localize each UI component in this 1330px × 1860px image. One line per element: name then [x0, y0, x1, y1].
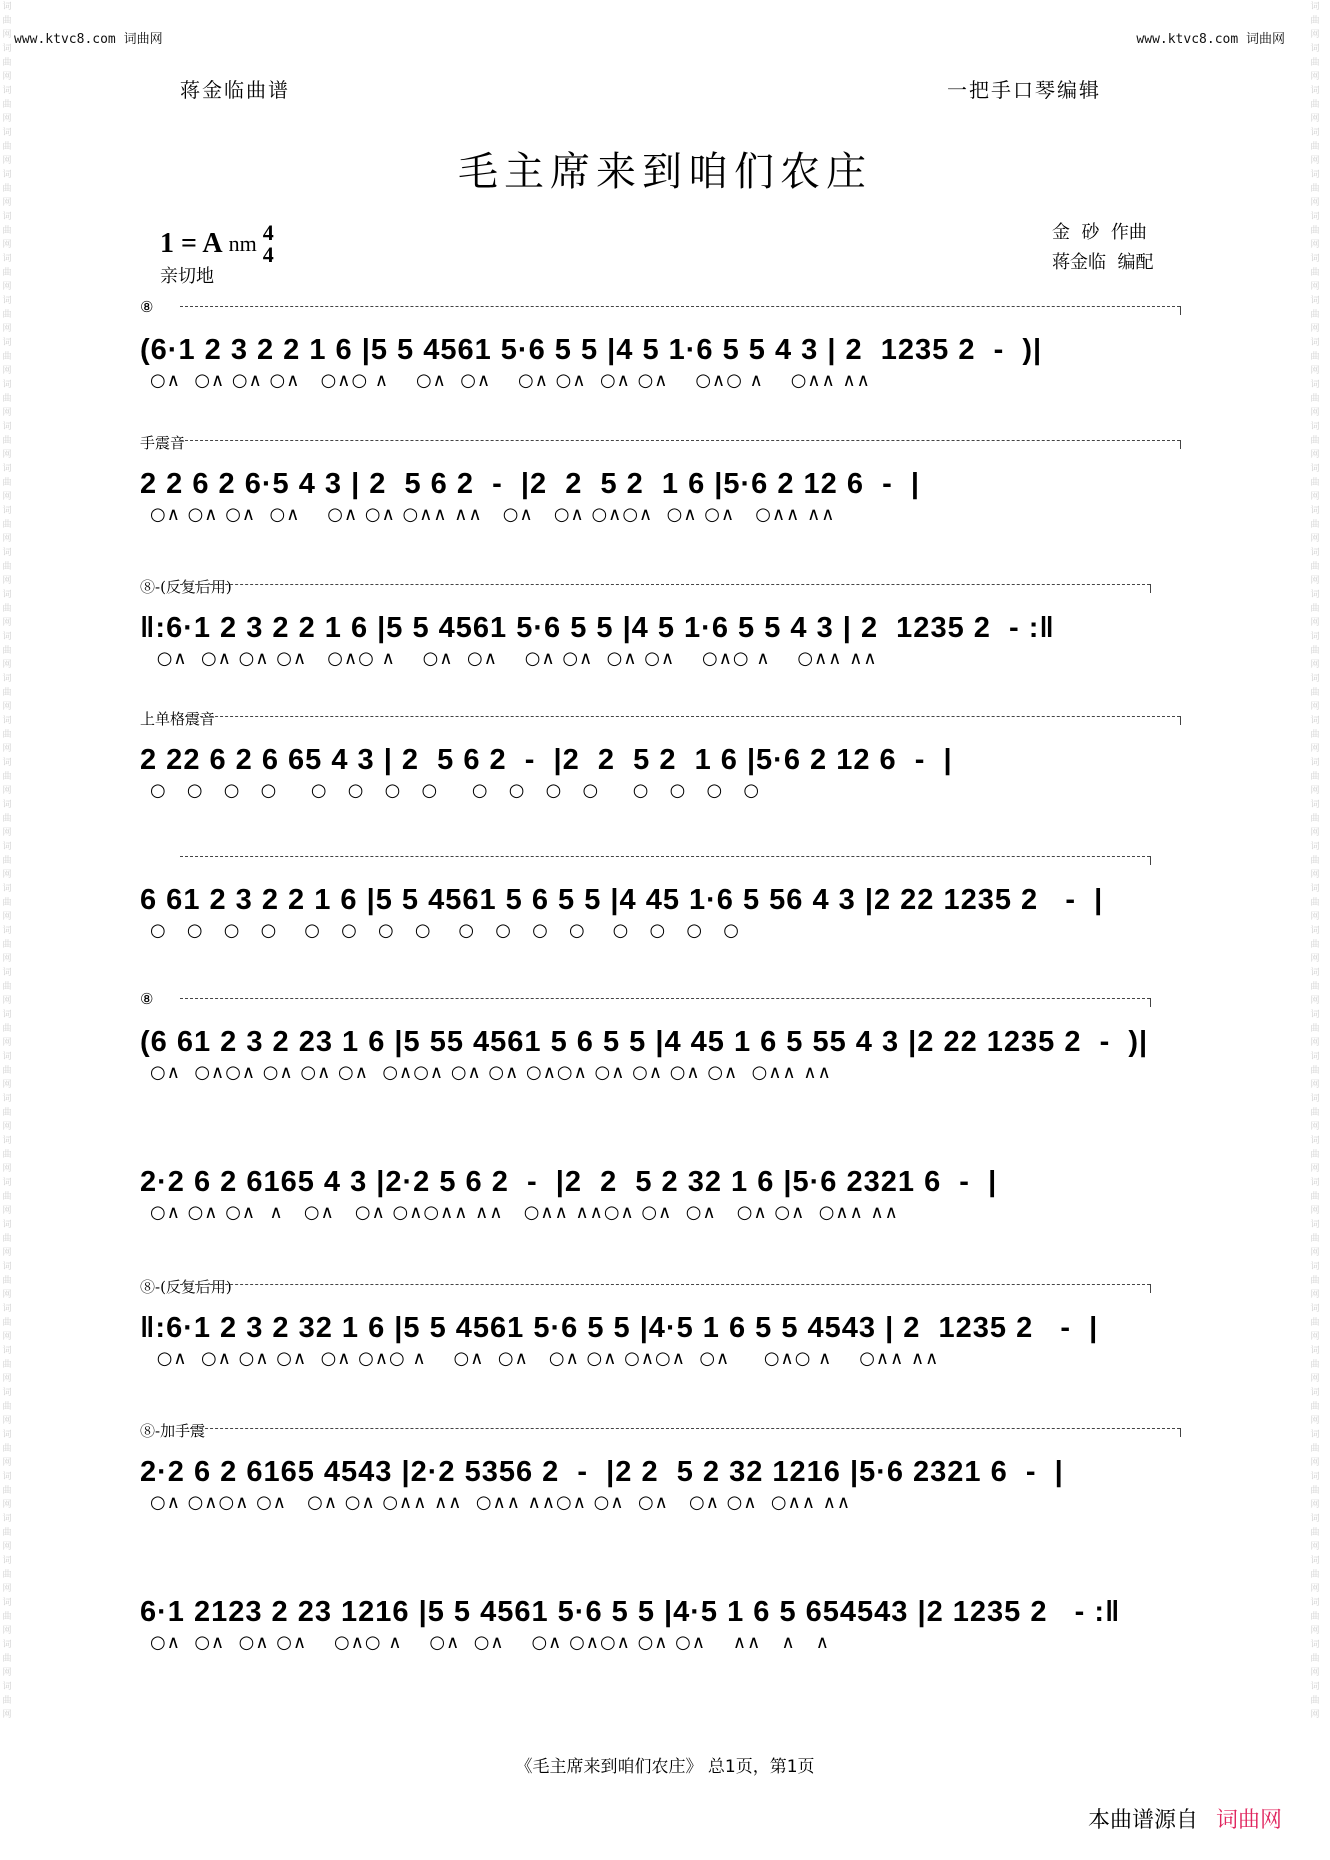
composer: 金 砂 作曲 [1052, 222, 1147, 243]
notes-line [140, 604, 1185, 652]
jianpu-notes: 2·2 6 2 6165 4 3 |2·2 5 6 2 - |2 2 5 2 32 1 6 |5·6 2321 6 - | [140, 1166, 998, 1198]
header-editor: 一把手口琴编辑 [947, 78, 1101, 102]
jianpu-notes: (6·1 2 3 2 2 1 6 |5 5 4561 5·6 5 5 |4 5 1·6 5 5 4 3 | 2 1235 2 - )| [140, 334, 1043, 366]
time-top: 4 [262, 220, 274, 245]
notes-line [140, 1018, 1185, 1066]
jianpu-notes: 6·1 2123 2 23 1216 |5 5 4561 5·6 5 5 |4·5 1 6 5 654543 |2 1235 2 - :‖ [140, 1596, 1121, 1628]
site-tag-right[interactable]: www.ktvc8.com 词曲网 [1136, 32, 1285, 47]
tempo-marking: 亲切地 [160, 266, 214, 287]
key-signature [160, 222, 274, 266]
source-brand-link[interactable]: 词曲网 [1215, 1808, 1282, 1833]
system-marking: ⑧-加手震 [140, 1422, 206, 1440]
page-footer: 《毛主席来到咱们农庄》 总1页，第1页 [515, 1757, 815, 1777]
watermark-left: 词曲网词曲网词曲网词曲网词曲网词曲网词曲网词曲网词曲网词曲网词曲网词曲网词曲网词曲网词曲网词曲网词曲网词曲网词曲网词曲网词曲网词曲网词曲网词曲网词曲网词曲网词曲网词曲网词曲网词曲网词曲网词曲网词曲网词曲网词曲网词曲网词曲网词曲网词曲网词曲网词曲网 [2, 2, 12, 1720]
notes-line [140, 460, 1185, 508]
system-marking: ⑧ [140, 990, 154, 1008]
key-mode: nm [228, 231, 257, 256]
octave-bracket [180, 584, 1150, 585]
jianpu-notes: 2 22 6 2 6 65 4 3 | 2 5 6 2 - |2 2 5 2 1 6 |5·6 2 12 6 - | [140, 744, 953, 776]
key-label: 1 = A [160, 228, 223, 259]
notes-line [140, 1448, 1185, 1496]
source-label: 本曲谱源自 [1087, 1808, 1198, 1833]
system-marking: 手震音 [140, 434, 186, 452]
jianpu-notes: 6 61 2 3 2 2 1 6 |5 5 4561 5 6 5 5 |4 45 1·6 5 56 4 3 |2 22 1235 2 - | [140, 884, 1104, 916]
breath-marks: ○∧ ○∧ ○∧ ○∧ ○∧○ ∧ ○∧ ○∧ ○∧ ○∧ ○∧ ○∧ ○∧○ ∧ ○∧∧ ∧∧ [150, 648, 878, 669]
jianpu-notes: ‖:6·1 2 3 2 2 1 6 |5 5 4561 5·6 5 5 |4 5 1·6 5 5 4 3 | 2 1235 2 - :‖ [140, 612, 1055, 644]
octave-bracket [180, 1284, 1150, 1285]
octave-bracket [180, 1428, 1180, 1429]
site-tag-left[interactable]: www.ktvc8.com 词曲网 [14, 32, 163, 47]
notes-line [140, 1588, 1185, 1636]
jianpu-notes: (6 61 2 3 2 23 1 6 |5 55 4561 5 6 5 5 |4 45 1 6 5 55 4 3 |2 22 1235 2 - )| [140, 1026, 1149, 1058]
breath-marks: ○∧ ○∧ ○∧ ○∧ ○∧○ ∧ ○∧ ○∧ ○∧ ○∧ ○∧ ○∧ ○∧○ ∧ ○∧∧ ∧∧ [150, 370, 871, 391]
breath-marks: ○∧ ○∧ ○∧ ○∧ ○∧○ ∧ ○∧ ○∧ ○∧ ○∧○∧ ○∧ ○∧ ∧∧ ∧ ∧ [150, 1632, 830, 1653]
time-signature [263, 222, 274, 266]
jianpu-notes: 2 2 6 2 6·5 4 3 | 2 5 6 2 - |2 2 5 2 1 6 |5·6 2 12 6 - | [140, 468, 920, 500]
jianpu-notes: 2·2 6 2 6165 4543 |2·2 5356 2 - |2 2 5 2 32 1216 |5·6 2321 6 - | [140, 1456, 1064, 1488]
notes-line [140, 1158, 1185, 1206]
breath-marks: ○∧ ○∧ ○∧ ○∧ ○∧ ○∧○ ∧ ○∧ ○∧ ○∧ ○∧ ○∧○∧ ○∧ ○∧○ ∧ ○∧∧ ∧∧ [150, 1348, 940, 1369]
page-title: 毛主席来到咱们农庄 [458, 149, 872, 195]
octave-bracket [180, 856, 1150, 857]
breath-marks: ○ ○ ○ ○ ○ ○ ○ ○ ○ ○ ○ ○ ○ ○ ○ ○ [150, 780, 761, 801]
system-marking: ⑧ [140, 298, 154, 316]
breath-marks: ○ ○ ○ ○ ○ ○ ○ ○ ○ ○ ○ ○ ○ ○ ○ ○ [150, 920, 740, 941]
breath-marks: ○∧ ○∧ ○∧ ○∧ ○∧ ○∧ ○∧∧ ∧∧ ○∧ ○∧ ○∧○∧ ○∧ ○∧ ○∧∧ ∧∧ [150, 504, 836, 525]
notes-line [140, 326, 1185, 374]
system-marking: 上单格震音 [140, 710, 216, 728]
notes-line [140, 736, 1185, 784]
octave-bracket [180, 440, 1180, 441]
credits [1052, 218, 1153, 278]
header-source: 蒋金临曲谱 [180, 78, 290, 102]
system-marking: ⑧-(反复后用) [140, 578, 232, 596]
arranger: 蒋金临 编配 [1052, 252, 1154, 273]
octave-bracket [180, 716, 1180, 717]
breath-marks: ○∧ ○∧ ○∧ ∧ ○∧ ○∧ ○∧○∧∧ ∧∧ ○∧∧ ∧∧○∧ ○∧ ○∧ ○∧ ○∧ ○∧∧ ∧∧ [150, 1202, 899, 1223]
system-marking: ⑧-(反复后用) [140, 1278, 232, 1296]
breath-marks: ○∧ ○∧○∧ ○∧ ○∧ ○∧ ○∧○∧ ○∧ ○∧ ○∧○∧ ○∧ ○∧ ○∧ ○∧ ○∧∧ ∧∧ [150, 1062, 832, 1083]
time-bottom: 4 [262, 242, 274, 267]
octave-bracket [180, 306, 1180, 307]
breath-marks: ○∧ ○∧○∧ ○∧ ○∧ ○∧ ○∧∧ ∧∧ ○∧∧ ∧∧○∧ ○∧ ○∧ ○∧ ○∧ ○∧∧ ∧∧ [150, 1492, 852, 1513]
source-credit [1088, 1803, 1282, 1834]
octave-bracket [180, 998, 1150, 999]
notes-line [140, 1304, 1185, 1352]
watermark-right: 词曲网词曲网词曲网词曲网词曲网词曲网词曲网词曲网词曲网词曲网词曲网词曲网词曲网词曲网词曲网词曲网词曲网词曲网词曲网词曲网词曲网词曲网词曲网词曲网词曲网词曲网词曲网词曲网词曲网词曲网词曲网词曲网词曲网词曲网词曲网词曲网词曲网词曲网词曲网词曲网词曲网 [1310, 2, 1320, 1720]
jianpu-notes: ‖:6·1 2 3 2 32 1 6 |5 5 4561 5·6 5 5 |4·5 1 6 5 5 4543 | 2 1235 2 - | [140, 1312, 1099, 1344]
notes-line [140, 876, 1185, 924]
